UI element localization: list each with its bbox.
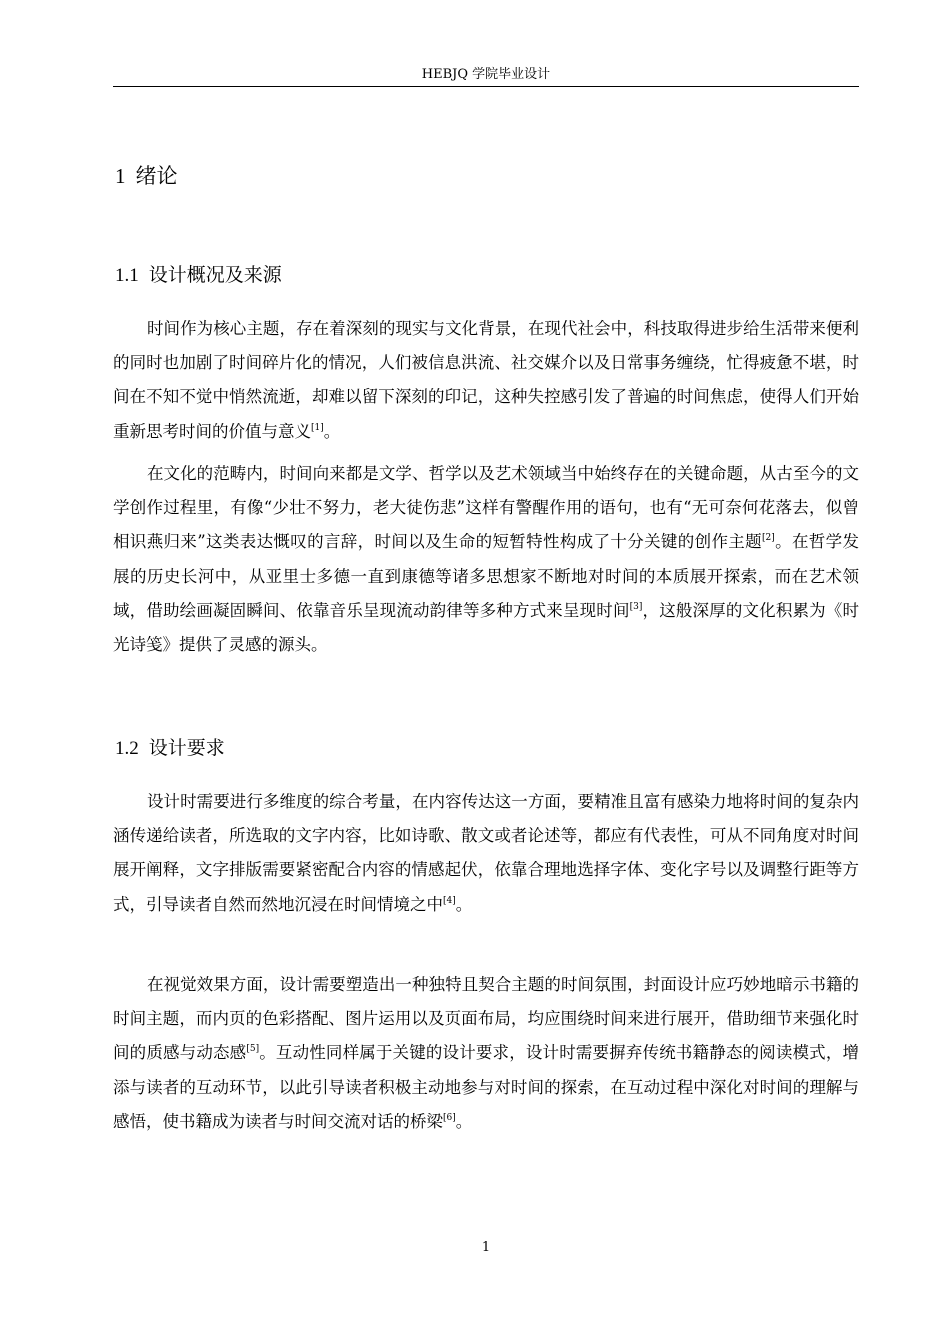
citation: [2] [762, 533, 775, 544]
paragraph-text: 在文化的范畴内，时间向来都是文学、哲学以及艺术领域当中始终存在的关键命题，从古至今的文学创作过程里，有像“少壮不努力，老大徒伤悲”这样有警醒作用的语句，也有“无可奈何花落去，似曾相识燕归来”这类表达慨叹的言辞，时间以及生命的短暂特性构成了十分关键的创作主题 [113, 464, 859, 552]
paragraph-text: ，这般深厚的文化积累为《时光诗笺》提供了灵感的源头。 [113, 600, 860, 655]
section-number: 1.1 [115, 265, 139, 286]
section-number: 1.2 [115, 738, 139, 759]
paragraph [113, 457, 859, 662]
paragraph [113, 785, 859, 922]
paragraph-text: 在视觉效果方面，设计需要塑造出一种独特且契合主题的时间氛围，封面设计应巧妙地暗示书籍的时间主题，而内页的色彩搭配、图片运用以及页面布局，均应围绕时间来进行展开，借助细节来强化时间的质感与动态感 [113, 975, 859, 1063]
citation: [5] [246, 1044, 260, 1055]
paragraph-text: 时间作为核心主题，存在着深刻的现实与文化背景，在现代社会中，科技取得进步给生活带来便利的同时也加剧了时间碎片化的情况，人们被信息洪流、社交媒介以及日常事务缠绕，忙得疲惫不堪，时间在不知不觉中悄然流逝，却难以留下深刻的印记，这种失控感引发了普遍的时间焦虑，使得人们开始重新思考时间的价值与意义 [113, 319, 859, 441]
citation: [3] [629, 601, 643, 612]
section-heading-1-2 [115, 733, 225, 764]
chapter-heading [115, 160, 178, 192]
page-number: 1 [481, 1240, 491, 1255]
paragraph [113, 968, 859, 1139]
paragraph-text: 。互动性同样属于关键的设计要求，设计时需要摒弃传统书籍静态的阅读模式，增添与读者的互动环节，以此引导读者积极主动地参与对时间的探索，在互动过程中深化对时间的理解与感悟，使书籍成为读者与时间交流对话的桥梁 [113, 1043, 860, 1131]
paragraph-text: 。 [455, 894, 473, 914]
paragraph-text: 。在哲学发展的历史长河中，从亚里士多德一直到康德等诸多思想家不断地对时间的本质展开探索，而在艺术领域，借助绘画凝固瞬间、依靠音乐呈现流动韵律等多种方式来呈现时间 [113, 532, 860, 620]
paragraph [113, 312, 859, 449]
chapter-number: 1 [115, 164, 126, 188]
section-heading-1-1 [115, 260, 282, 291]
section-title: 设计要求 [148, 737, 225, 759]
chapter-title: 绪论 [135, 164, 178, 188]
running-header: HEBJQ 学院毕业设计 [421, 67, 551, 82]
header-divider [113, 86, 859, 87]
paragraph-text: 。 [323, 421, 341, 441]
paragraph-text: 。 [455, 1111, 473, 1131]
citation: [4] [443, 895, 456, 906]
section-title: 设计概况及来源 [148, 264, 282, 286]
citation: [1] [311, 422, 324, 433]
paragraph-text: 设计时需要进行多维度的综合考量，在内容传达这一方面，要精准且富有感染力地将时间的复杂内涵传递给读者，所选取的文字内容，比如诗歌、散文或者论述等，都应有代表性，可从不同角度对时间展开阐释，文字排版需要紧密配合内容的情感起伏，依靠合理地选择字体、变化字号以及调整行距等方式，引导读者自然而然地沉浸在时间情境之中 [113, 792, 859, 914]
citation: [6] [443, 1112, 456, 1123]
